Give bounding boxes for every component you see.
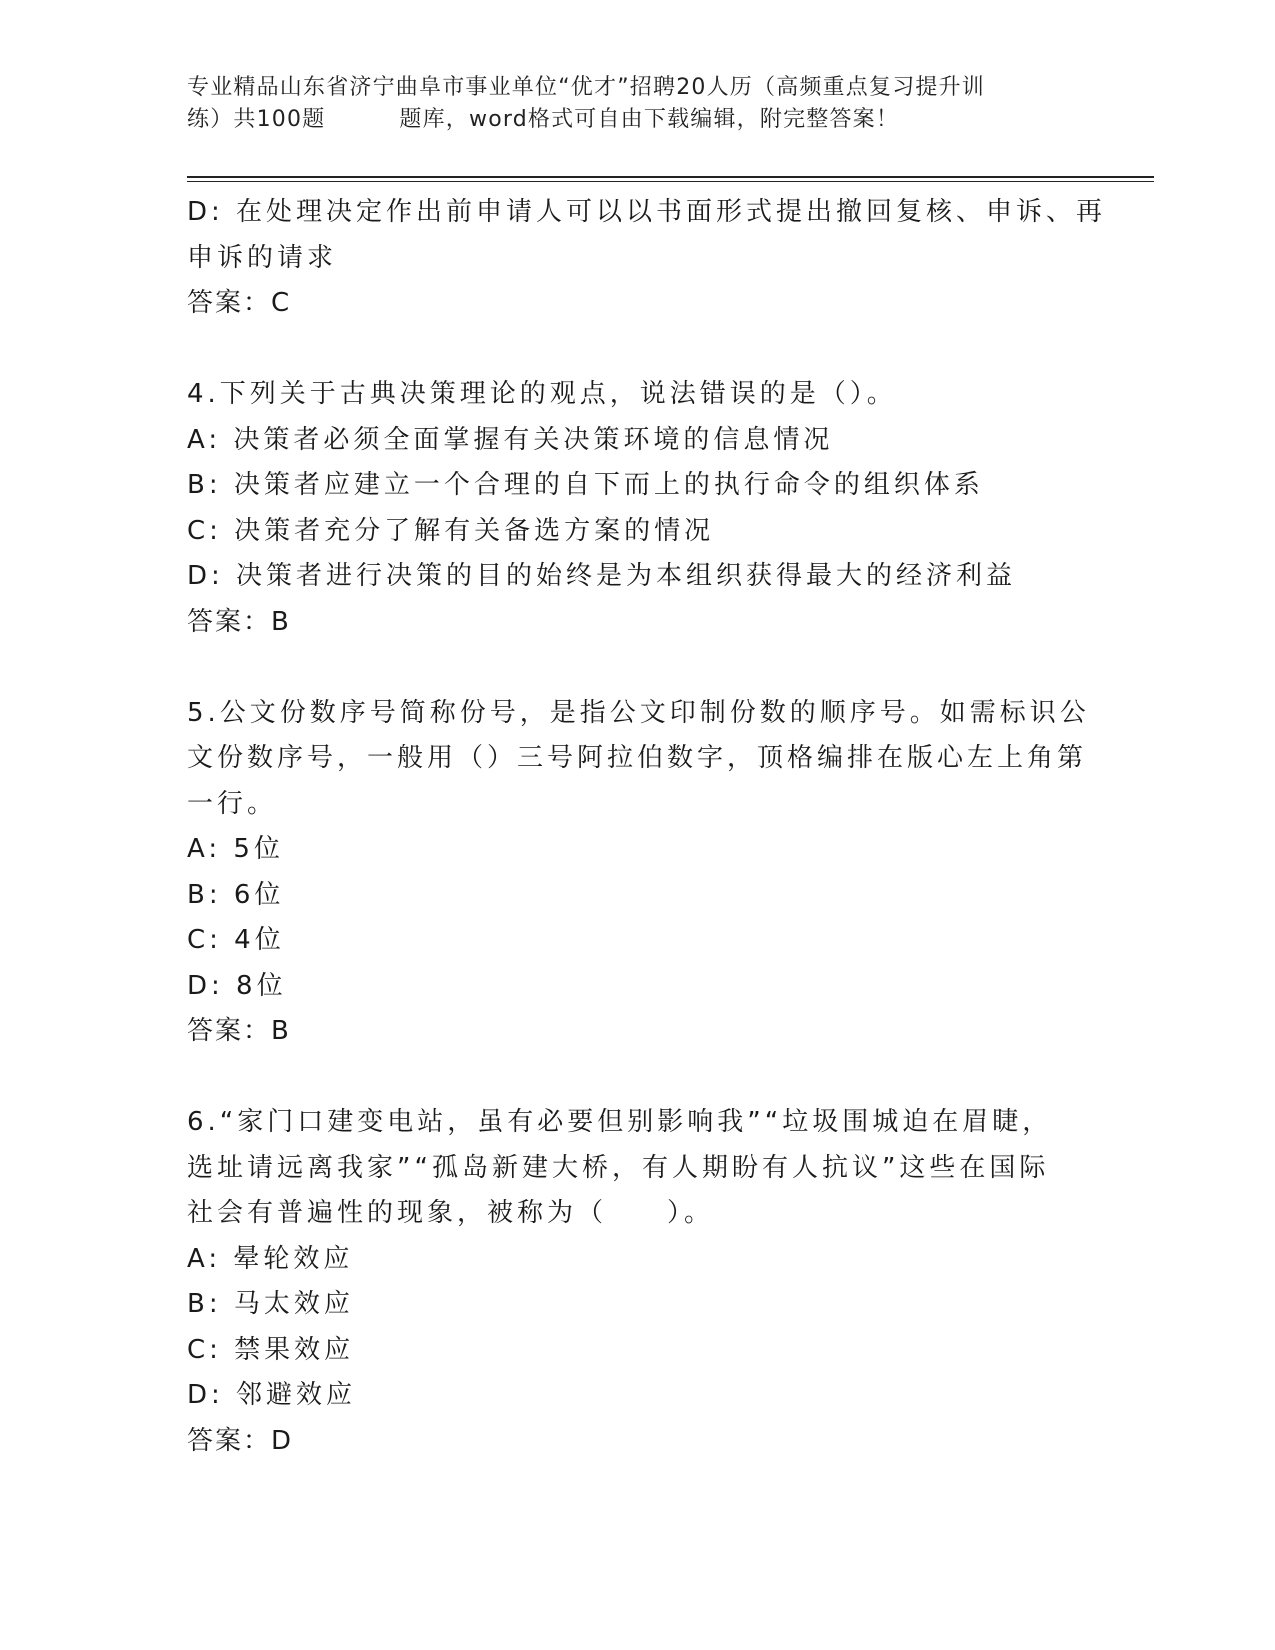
question-5 <box>187 691 1090 1055</box>
q5-option-b: B: 6位 <box>187 879 285 910</box>
q3-option-d-line-2: 申诉的请求 <box>187 242 338 273</box>
q6-option-d: D: 邻避效应 <box>187 1380 357 1410</box>
q5-stem-line-2: 文份数序号，一般用（）三号阿拉伯数字，顶格编排在版心左上角第 <box>187 743 1088 773</box>
q6-option-a: A: 晕轮效应 <box>187 1243 354 1274</box>
q4-option-b: B: 决策者应建立一个合理的自下而上的执行命令的组织体系 <box>187 470 984 500</box>
question-6 <box>187 1100 1067 1464</box>
question-body <box>187 190 1107 1464</box>
q6-option-b: B: 马太效应 <box>187 1289 354 1319</box>
q5-stem-line-3: 一行。 <box>187 788 278 819</box>
q4-option-c: C: 决策者充分了解有关备选方案的情况 <box>187 515 715 546</box>
q5-answer: 答案：B <box>187 1016 291 1046</box>
header-divider-thin <box>187 181 1154 182</box>
header-title-line-1: 专业精品山东省济宁曲阜市事业单位“优才”招聘20人历（高频重点复习提升训 <box>187 75 985 100</box>
q4-option-d: D: 决策者进行决策的目的始终是为本组织获得最大的经济利益 <box>187 561 1017 591</box>
header-title-line-2 <box>187 104 1077 136</box>
question-3-tail <box>187 190 1107 327</box>
q6-stem-line-1: 6.“家门口建变电站，虽有必要但别影响我”“垃圾围城迫在眉睫， <box>187 1107 1053 1137</box>
q3-option-d-line-1: D: 在处理决定作出前申请人可以以书面形式提出撤回复核、申诉、再 <box>187 197 1107 227</box>
q6-stem-line-3: 社会有普遍性的现象，被称为（ ）。 <box>187 1198 715 1228</box>
q5-option-c: C: 4位 <box>187 925 285 955</box>
q3-answer: 答案：C <box>187 288 292 318</box>
q6-answer: 答案：D <box>187 1425 294 1456</box>
question-4 <box>187 372 1067 645</box>
q4-option-a: A: 决策者必须全面掌握有关决策环境的信息情况 <box>187 424 834 455</box>
q4-answer: 答案：B <box>187 606 291 637</box>
q5-option-a: A: 5位 <box>187 834 284 864</box>
header-title-line-2-part-a: 练）共100题 <box>187 107 326 132</box>
q5-option-d: D: 8位 <box>187 970 287 1001</box>
q5-stem-line-1: 5.公文份数序号简称份号，是指公文印制份数的顺序号。如需标识公 <box>187 697 1090 728</box>
page-header <box>187 72 1077 136</box>
header-title-line-2-part-b: 题库，word格式可自由下载编辑，附完整答案！ <box>399 107 900 132</box>
q6-stem-line-2: 选址请远离我家”“孤岛新建大桥，有人期盼有人抗议”这些在国际 <box>187 1152 1050 1183</box>
header-divider-thick <box>187 176 1154 178</box>
q4-stem: 4.下列关于古典决策理论的观点，说法错误的是（）。 <box>187 379 897 409</box>
q6-option-c: C: 禁果效应 <box>187 1334 355 1365</box>
